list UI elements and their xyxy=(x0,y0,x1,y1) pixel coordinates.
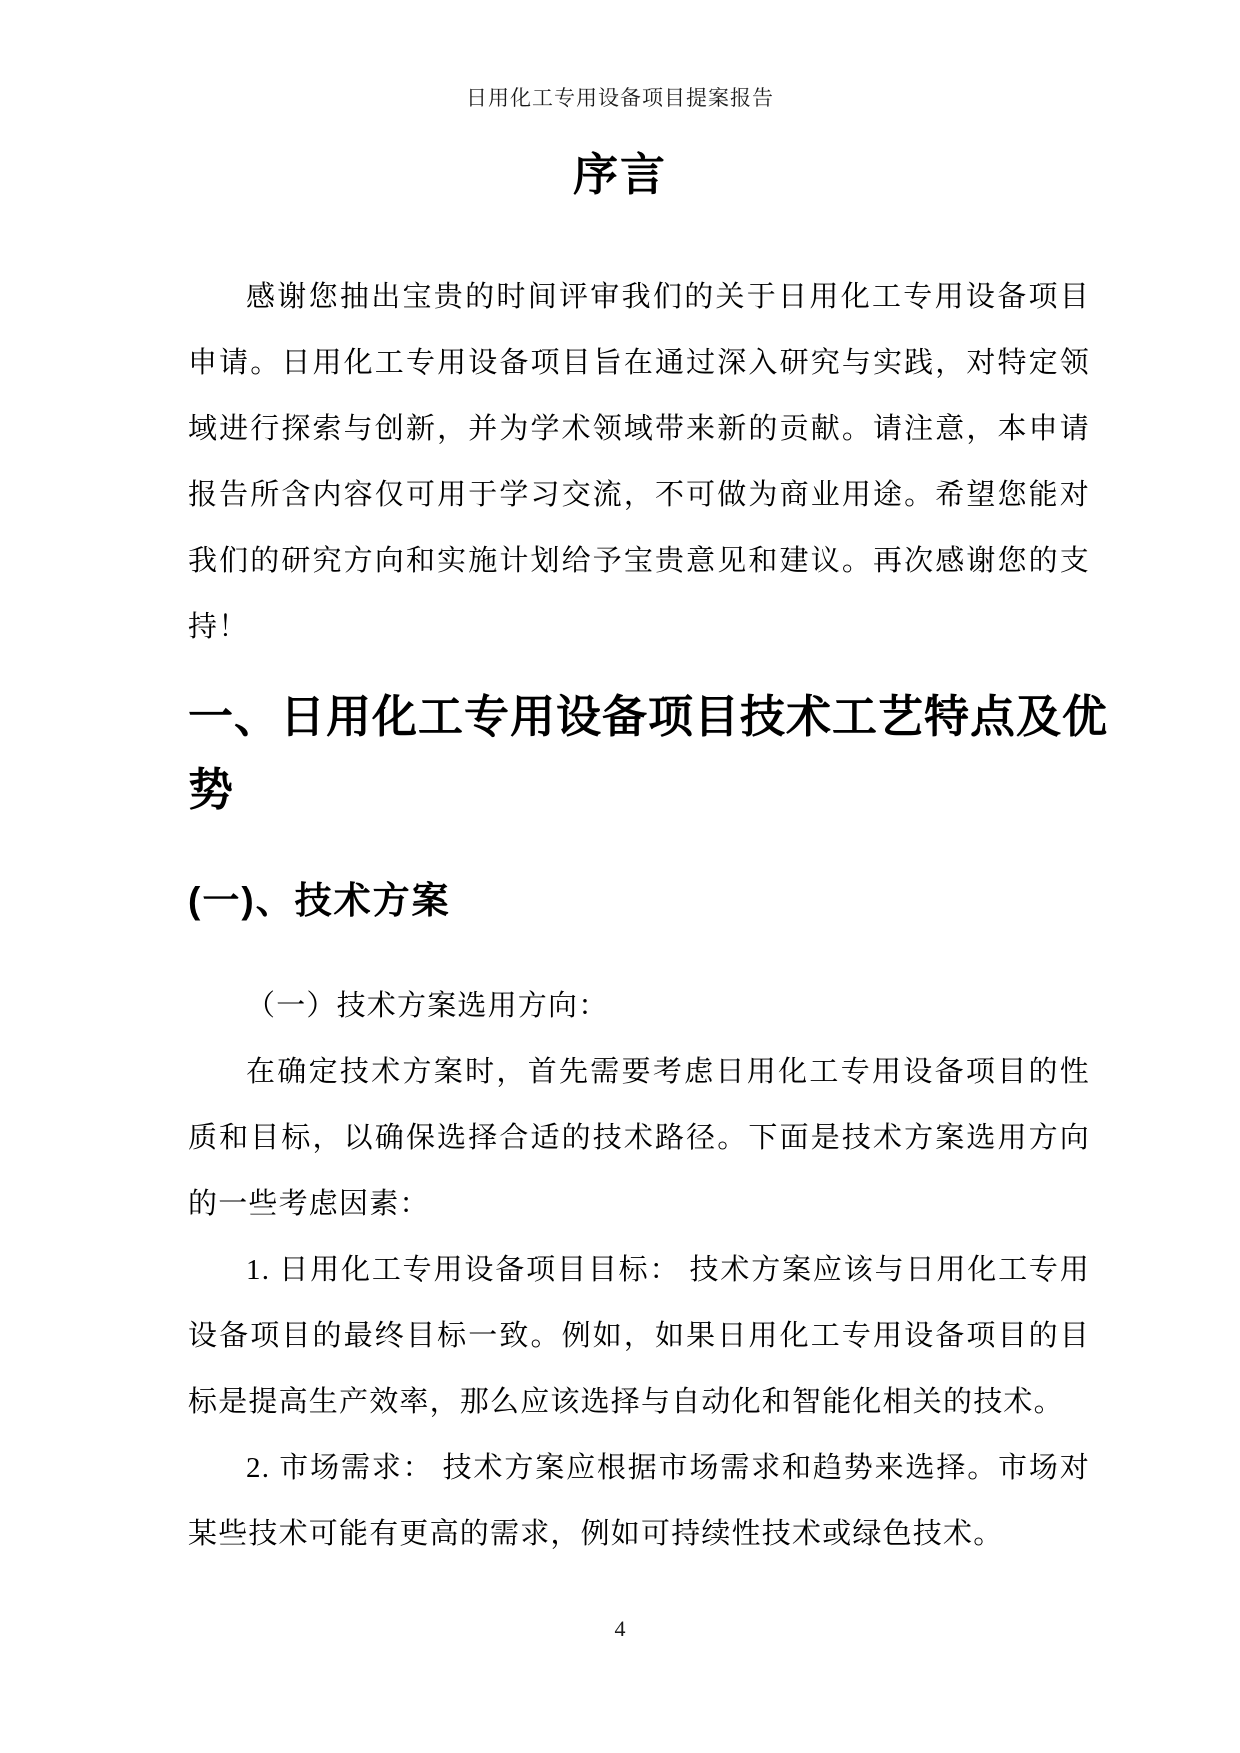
page-number: 4 xyxy=(614,1616,626,1641)
section-1-heading: 一、日用化工专用设备项目技术工艺特点及优势 xyxy=(188,691,1109,815)
subsection-1-heading: (一)、技术方案 xyxy=(188,880,451,921)
intro-paragraph: 感谢您抽出宝贵的时间评审我们的关于日用化工专用设备项目申请。日用化工专用设备项目旨在通过深入研究与实践，对特定领域进行探索与创新，并为学术领域带来新的贡献。请注意，本申请报告所含内容仅可用于学习交流，不可做为商业用途。希望您能对我们的研究方向和实施计划给予宝贵意见和建议。再次感谢您的支持！ xyxy=(188,281,1090,643)
document-title: 序言 xyxy=(572,149,667,200)
intro-section xyxy=(188,264,1090,660)
list-item-2: 2. 市场需求： 技术方案应根据市场需求和趋势来选择。市场对某些技术可能有更高的需求，例如可持续性技术或绿色技术。 xyxy=(188,1452,1090,1550)
section-body xyxy=(188,973,1090,1567)
sub-point-heading: （一）技术方案选用方向： xyxy=(246,990,609,1022)
list-item-1: 1. 日用化工专用设备项目目标： 技术方案应该与日用化工专用设备项目的最终目标一致。例如，如果日用化工专用设备项目的目标是提高生产效率，那么应该选择与自动化和智能化相关的技术。 xyxy=(188,1254,1090,1418)
paragraph-considerations: 在确定技术方案时，首先需要考虑日用化工专用设备项目的性质和目标，以确保选择合适的技术路径。下面是技术方案选用方向的一些考虑因素： xyxy=(188,1056,1090,1220)
running-header: 日用化工专用设备项目提案报告 xyxy=(466,86,774,110)
